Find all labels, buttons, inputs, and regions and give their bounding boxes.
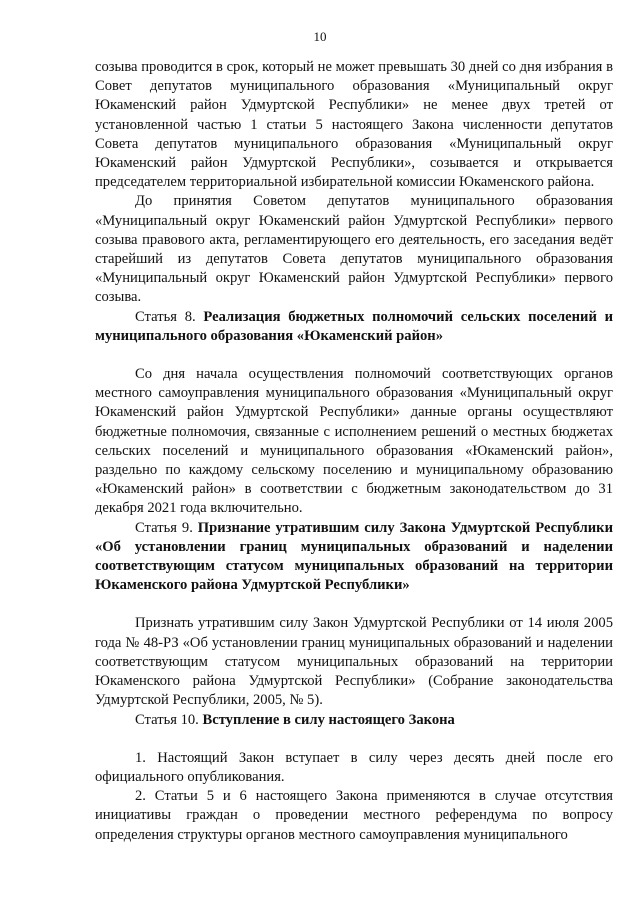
article-8-heading (95, 308, 613, 346)
paragraph-oldest-deputy: До принятия Советом депутатов муниципального образования «Муниципальный округ Юкаменский район Удмуртской Республики» первого созыва правового акта, регламентирующего его деятельность, его заседания ведёт старейший из депутатов Совета депутатов муниципального образования «Муниципальный округ Юкаменский район Удмуртской Республики» первого созыва. (95, 193, 613, 306)
article-8-title: Реализация бюджетных полномочий сельских поселений и муниципального образования «Юкаменский район» (95, 308, 614, 344)
paragraph-entry-into-force-2: 2. Статьи 5 и 6 настоящего Закона применяются в случае отсутствия инициативы граждан о проведении местного референдума по вопросу определения структуры органов местного самоуправления муниципального (95, 788, 613, 843)
paragraph-budget-powers: Со дня начала осуществления полномочий соответствующих органов местного самоуправления муниципального образования «Муниципальный округ Юкаменский район Удмуртской Республики» данные органы осуществляют бюджетные полномочия, связанные с исполнением решений о местных бюджетах сельских поселений и муниципального образования «Юкаменский район», раздельно по каждому сельскому поселению и муниципальному образованию «Юкаменский район» в соответствии с бюджетным законодательством до 31 декабря 2021 года включительно. (95, 366, 613, 517)
page-number: 10 (313, 29, 327, 44)
paragraph-repeal-law: Признать утратившим силу Закон Удмуртской Республики от 14 июля 2005 года № 48-РЗ «Об установлении границ муниципальных образований и наделении соответствующим статусом муниципальных образований на территории Юкаменского района Удмуртской Республики» (Собрание законодательства Удмуртской Республики, 2005, № 5). (95, 615, 613, 709)
document-body (95, 58, 613, 845)
paragraph-entry-into-force-1: 1. Настоящий Закон вступает в силу через десять дней после его официального опубликования. (95, 749, 613, 785)
article-8-number: Статья 8. (135, 308, 204, 325)
article-9-title: Признание утратившим силу Закона Удмуртской Республики «Об установлении границ муниципальных образований и наделении соответствующим статусом муниципальных образований на территории Юкаменского района Удмуртской Республики» (95, 519, 613, 594)
article-10-title: Вступление в силу настоящего Закона (202, 711, 455, 728)
article-10-heading (95, 711, 613, 730)
article-9-heading (95, 519, 613, 596)
paragraph-convocation-term: созыва проводится в срок, который не может превышать 30 дней со дня избрания в Совет депутатов муниципального образования «Муниципальный округ Юкаменский район Удмуртской Республики» не менее двух третей от установленной частью 1 статьи 5 настоящего Закона численности депутатов Совета депутатов муниципального образования «Муниципальный округ Юкаменский район Удмуртской Республики», созывается и открывается председателем территориальной избирательной комиссии Юкаменского района. (95, 59, 613, 191)
article-10-number: Статья 10. (135, 711, 203, 728)
article-9-number: Статья 9. (135, 519, 198, 536)
